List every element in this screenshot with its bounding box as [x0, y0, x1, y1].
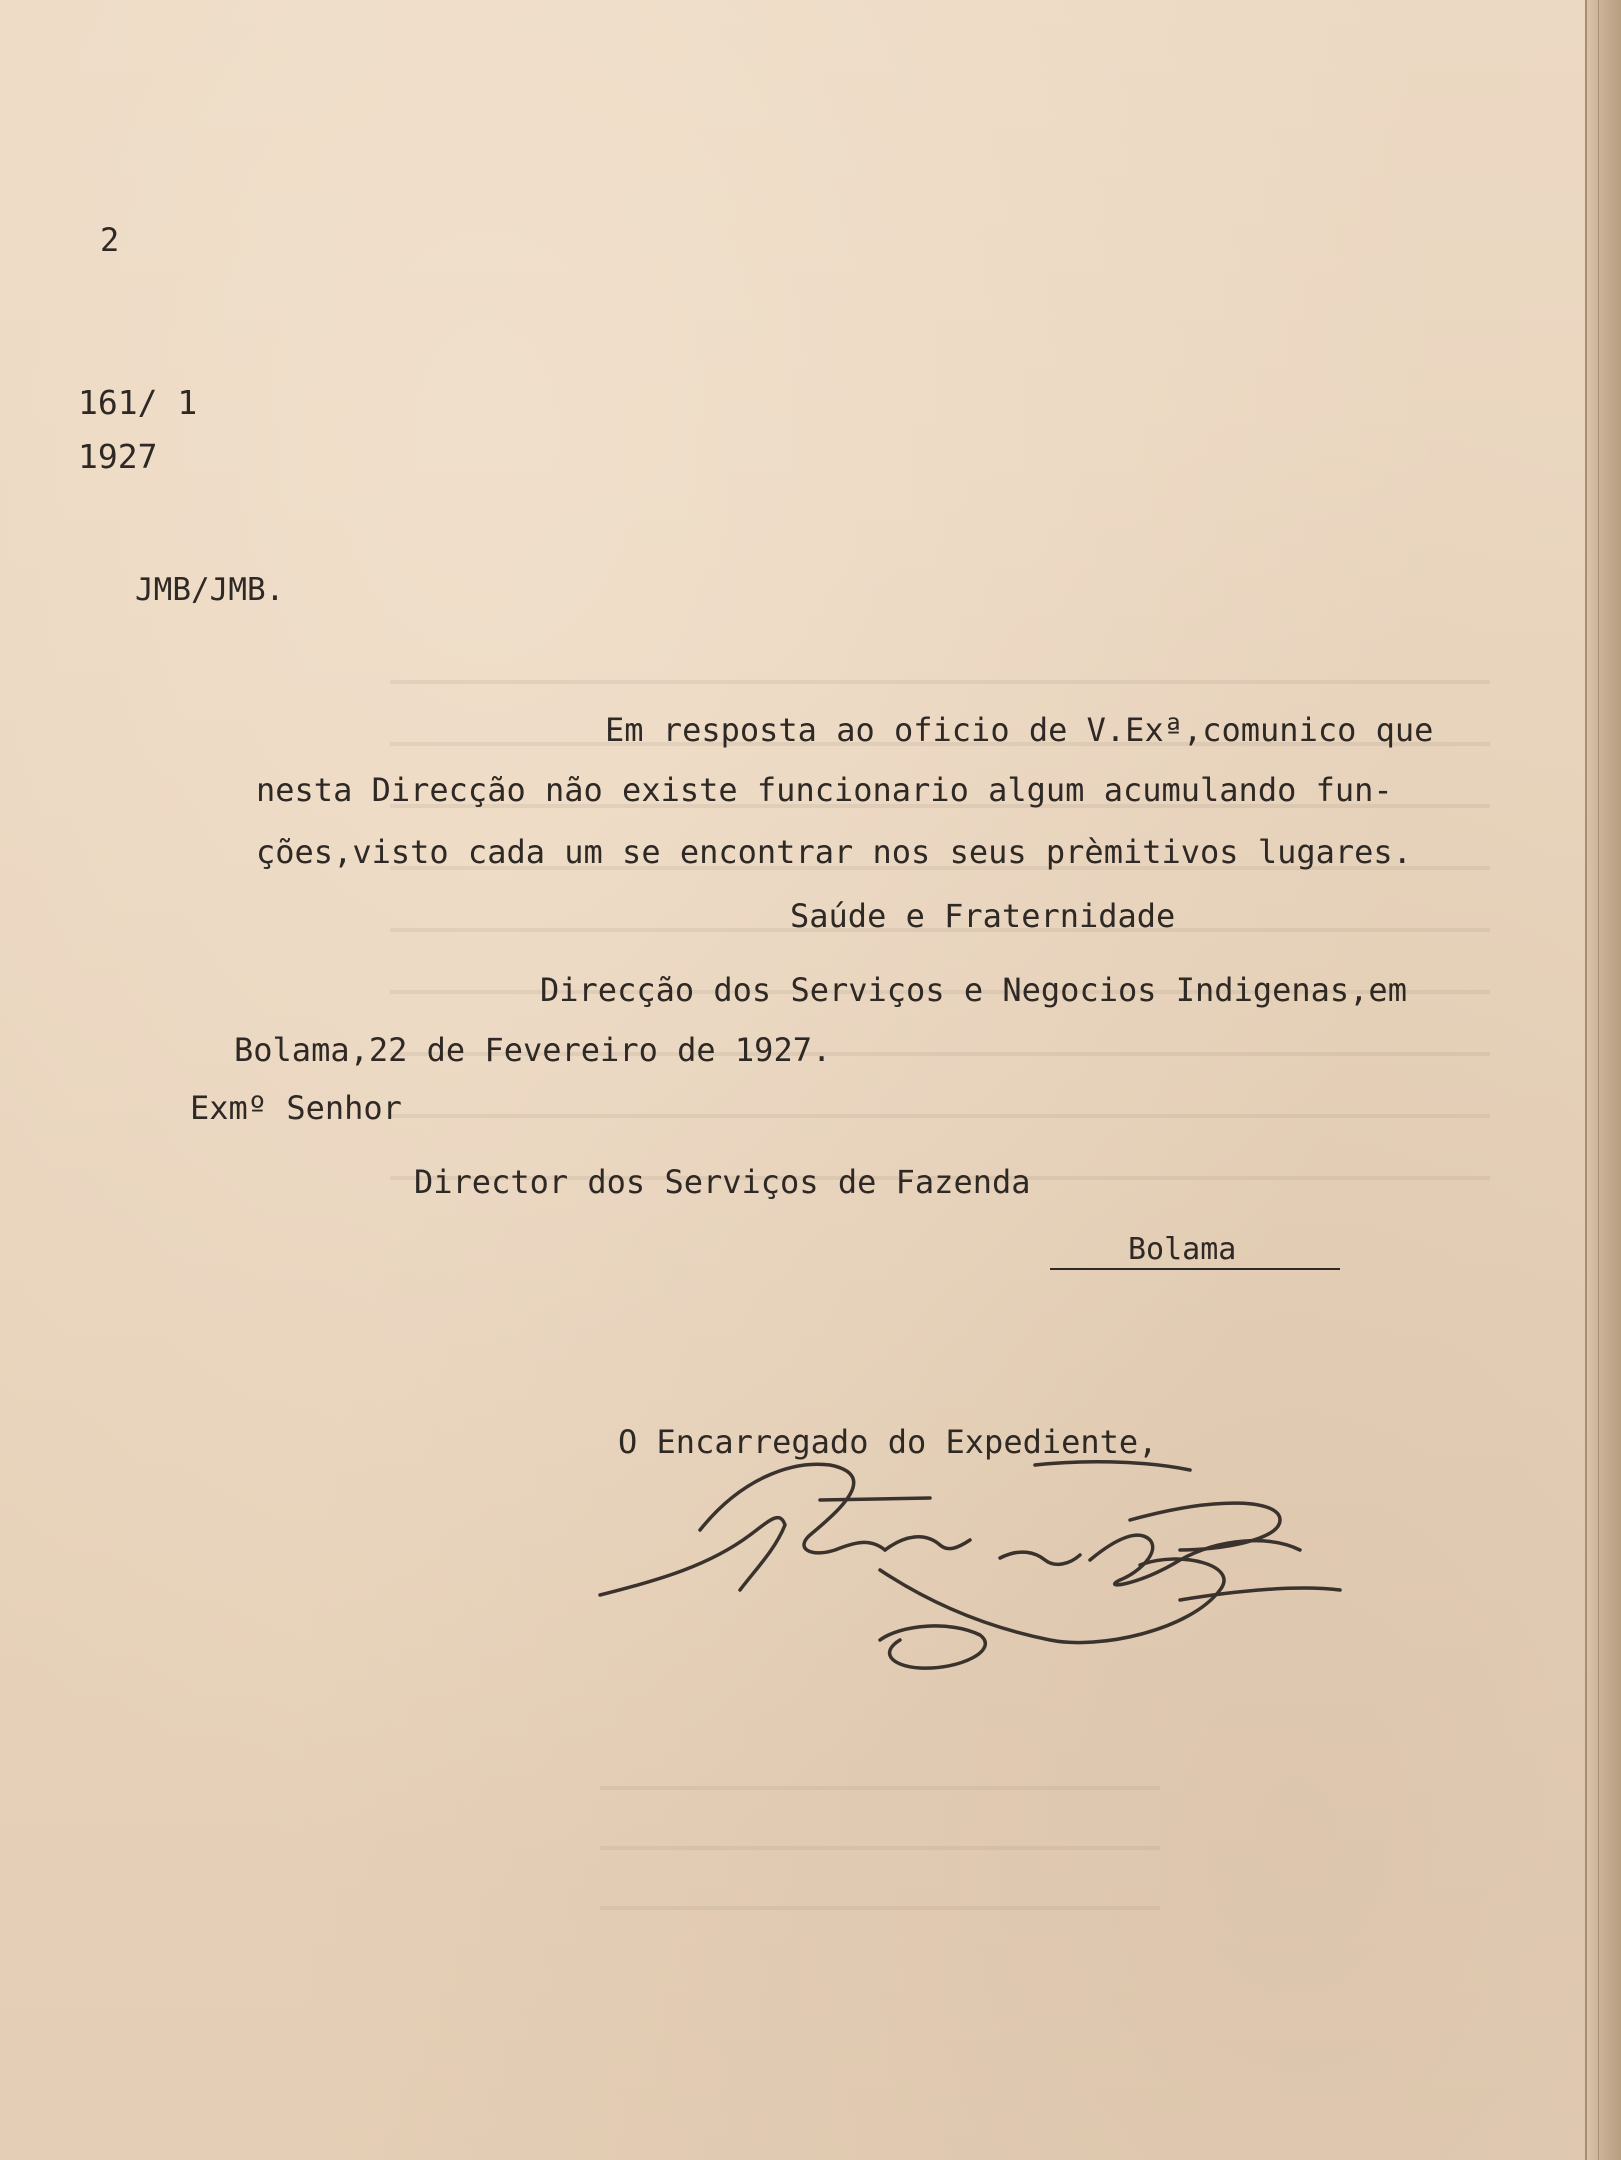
signatory-role: O Encarregado do Expediente, — [618, 1423, 1158, 1461]
place-date-line-1: Direcção dos Serviços e Negocios Indigenas,em — [540, 971, 1407, 1009]
place-date-line-2: Bolama,22 de Fevereiro de 1927. — [234, 1031, 832, 1069]
body-line-3: ções,visto cada um se encontrar nos seus prèmitivos lugares. — [256, 833, 1412, 871]
page-edge — [1585, 0, 1621, 2160]
body-line-1: Em resposta ao oficio de V.Exª,comunico que — [605, 711, 1434, 749]
addressee-city-underline — [1050, 1268, 1340, 1270]
body-line-2: nesta Direcção não existe funcionario algum acumulando fun- — [256, 771, 1393, 809]
reference-number: 161/ 1 — [78, 383, 198, 422]
addressee-city: Bolama — [1128, 1232, 1237, 1267]
addressee-title: Director dos Serviços de Fazenda — [414, 1163, 1031, 1201]
bleed-through-block-lower — [600, 1760, 1160, 1910]
handwritten-signature-icon — [580, 1440, 1360, 1700]
page-edge-line — [1598, 0, 1599, 2160]
salutation: Exmº Senhor — [190, 1089, 402, 1127]
page-number: 2 — [100, 221, 120, 259]
reference-year: 1927 — [78, 437, 158, 476]
typist-initials: JMB/JMB. — [135, 572, 285, 608]
closing-formula: Saúde e Fraternidade — [790, 897, 1176, 935]
